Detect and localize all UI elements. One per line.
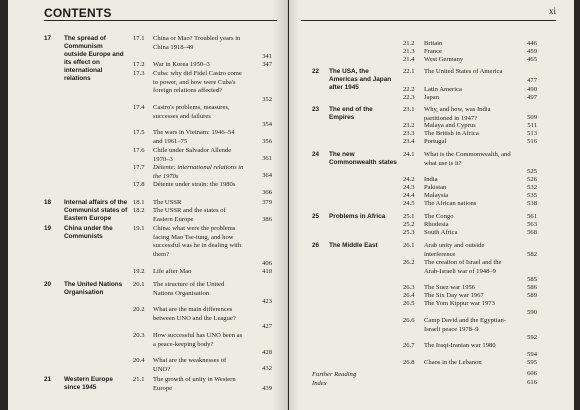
section-number: 20.3 [133, 332, 145, 339]
section-number: 17.5 [133, 129, 145, 136]
section-number: 23.4 [403, 138, 415, 145]
section-title: The structure of the United Nations Organisation [153, 281, 225, 297]
page-number: 439 [262, 385, 272, 392]
page-number: 561 [527, 213, 537, 220]
page-number: 595 [527, 359, 537, 366]
page-number: 354 [262, 121, 272, 128]
chapter-number: 20 [44, 281, 52, 288]
page-number: 589 [527, 292, 537, 299]
chapter-title: The spread of Communism outside Europe and its effect on international relations [64, 35, 124, 82]
section-title: The Suez war 1956 [424, 284, 476, 291]
section-number: 17.8 [133, 181, 145, 188]
section-title: China: what were the problems facing Mao Tse-tung, and how successful was he in dealing with them? [153, 225, 242, 258]
section-number: 26.7 [403, 342, 415, 349]
section-title: Malaya and Cyprus [424, 122, 476, 129]
section-title: The USSR [153, 199, 182, 206]
page-number: 582 [527, 251, 537, 258]
section-number: 17.2 [133, 61, 145, 68]
page-number: 516 [527, 138, 537, 145]
section-title: Chile under Salvador Allende 1970–3 [153, 147, 232, 163]
page-number: 379 [262, 199, 272, 206]
page-number: 366 [262, 189, 272, 196]
section-title: Britain [424, 40, 443, 47]
section-number: 21.2 [403, 40, 415, 47]
section-title: The Congo [424, 213, 454, 220]
section-number: 17.1 [133, 35, 145, 42]
page-number: 616 [527, 379, 537, 386]
section-number: 22.1 [403, 68, 415, 75]
section-title: The Six Day war 1967 [424, 292, 484, 299]
chapter-number: 17 [44, 35, 52, 42]
page-number: 509 [527, 114, 537, 121]
section-title: Life after Mao [153, 268, 192, 275]
chapter-title: The end of the Empires [329, 106, 373, 121]
page-number: 427 [262, 323, 272, 330]
section-number: 25.1 [403, 213, 415, 220]
section-title: Malaysia [424, 192, 449, 199]
section-title: The wars in Vietnam: 1946–54 and 1961–75 [153, 129, 235, 145]
section-number: 22.2 [403, 86, 415, 93]
section-title: China or Mao? Troubled years in China 1918–49 [153, 35, 241, 51]
chapter-number: 25 [312, 213, 320, 220]
section-number: 24.3 [403, 184, 415, 191]
page-number: 410 [262, 268, 272, 275]
section-number: 24.5 [403, 200, 415, 207]
page-number: 356 [262, 138, 272, 145]
page-number: 459 [527, 48, 537, 55]
page-number: 538 [527, 200, 537, 207]
section-title: What are the weaknesses of UNO? [153, 357, 227, 373]
running-head-page-number: xi [548, 6, 556, 16]
page-number: 590 [527, 309, 537, 316]
gutter-shadow [289, 0, 299, 410]
section-title: Détente under strain: the 1980s [153, 181, 236, 188]
page-number: 568 [527, 229, 537, 236]
section-number: 18.2 [133, 207, 145, 214]
page-number: 477 [527, 77, 537, 84]
section-number: 23.1 [403, 106, 415, 113]
section-number: 21.1 [133, 376, 145, 383]
section-title: How successful has UNO been as a peace-keeping body? [153, 332, 243, 348]
section-number: 17.6 [133, 147, 145, 154]
chapter-title: Internal affairs of the Communist states of Eastern Europe [64, 199, 128, 222]
page-number: 386 [262, 216, 272, 223]
section-title: Japan [424, 94, 440, 101]
chapter-title: The Middle East [329, 242, 378, 249]
chapter-number: 26 [312, 242, 320, 249]
header-rule [44, 20, 277, 21]
section-number: 22.3 [403, 94, 415, 101]
section-title: Cuba: why did Fidel Castro come to power, and how were Cuba's foreign relations affected? [153, 70, 242, 95]
page-number: 535 [527, 192, 537, 199]
chapter-title: Problems in Africa [329, 213, 386, 220]
header-rule [301, 20, 556, 21]
page-number: 423 [262, 298, 272, 305]
page-number: 446 [527, 40, 537, 47]
section-number: 26.4 [403, 292, 415, 299]
page-number: 513 [527, 130, 537, 137]
further-reading-title: Further Reading [312, 371, 357, 378]
page-number: 526 [527, 176, 537, 183]
section-title: The growth of unity in Western Europe [153, 376, 236, 392]
page-number: 497 [527, 94, 537, 101]
section-number: 24.1 [403, 151, 415, 158]
section-number: 17.4 [133, 104, 145, 111]
page-number: 364 [262, 172, 272, 179]
section-title: The creation of Israel and the Arab-Israeli war of 1948–9 [424, 259, 502, 275]
page-number: 525 [527, 168, 537, 175]
section-number: 18.1 [133, 199, 145, 206]
section-title: What are the main differences between UNO and the League? [153, 306, 236, 322]
page-number: 585 [527, 276, 537, 283]
section-number: 26.8 [403, 359, 415, 366]
section-number: 24.4 [403, 192, 415, 199]
section-title: West Germany [424, 56, 464, 63]
chapter-title: The USA, the Americas and Japan after 1945 [329, 68, 392, 91]
section-title: Rhodesia [424, 221, 449, 228]
section-number: 21.4 [403, 56, 415, 63]
gutter-shadow [273, 0, 287, 410]
page-number: 428 [262, 349, 272, 356]
page-number: 511 [527, 122, 537, 129]
section-number: 26.6 [403, 317, 415, 324]
section-title: Latin America [424, 86, 462, 93]
section-number: 23.3 [403, 130, 415, 137]
left-page [8, 0, 288, 410]
section-title: The United States of America [424, 68, 503, 75]
page-number: 592 [527, 334, 537, 341]
section-title: Portugal [424, 138, 447, 145]
page-number: 352 [262, 96, 272, 103]
section-number: 20.2 [133, 306, 145, 313]
section-number: 26.3 [403, 284, 415, 291]
page-number: 465 [527, 56, 537, 63]
chapter-title: The new Commonwealth states [329, 151, 397, 166]
running-head-contents: CONTENTS [44, 6, 112, 20]
page-number: 606 [527, 370, 537, 377]
section-number: 20.1 [133, 281, 145, 288]
chapter-title: China under the Communists [64, 225, 113, 240]
page-number: 586 [527, 284, 537, 291]
page-number: 594 [527, 351, 537, 358]
section-number: 25.3 [403, 229, 415, 236]
page-number: 490 [527, 86, 537, 93]
section-title: Arab unity and outside interference [424, 242, 485, 258]
section-number: 19.1 [133, 225, 145, 232]
chapter-title: The United Nations Organisation [64, 281, 123, 296]
section-number: 17.7 [133, 164, 145, 171]
section-title: The Iraqi-Iranian war 1980 [424, 342, 496, 349]
right-page [289, 0, 574, 410]
section-number: 26.2 [403, 259, 415, 266]
chapter-number: 21 [44, 376, 52, 383]
section-title: The USSR and the states of Eastern Europe [153, 207, 226, 223]
section-title: What is the Commonwealth, and what use is it? [424, 151, 511, 167]
page-number: 406 [262, 260, 272, 267]
section-number: 23.2 [403, 122, 415, 129]
section-title: Chaos in the Lebanon [424, 359, 482, 366]
page-number: 347 [262, 61, 272, 68]
section-title: War in Korea 1950–3 [153, 61, 210, 68]
section-title: Castro's problems, measures, successes and failures [153, 104, 230, 120]
section-number: 26.5 [403, 300, 415, 307]
section-title: India [424, 176, 438, 183]
section-title: Why, and how, was India partitioned in 1947? [424, 106, 491, 122]
section-title: Camp David and the Egyptian-Israeli peace 1978–9 [424, 317, 507, 333]
section-number: 25.2 [403, 221, 415, 228]
section-number: 20.4 [133, 357, 145, 364]
section-number: 19.2 [133, 268, 145, 275]
chapter-number: 18 [44, 199, 52, 206]
page-number: 563 [527, 221, 537, 228]
section-title: Détente: international relations in the 1970s [153, 164, 244, 180]
section-title: The British in Africa [424, 130, 479, 137]
section-title: The Yom Kippur war 1973 [424, 300, 495, 307]
chapter-number: 24 [312, 151, 320, 158]
chapter-number: 19 [44, 225, 52, 232]
page-number: 341 [262, 53, 272, 60]
page-number: 432 [262, 365, 272, 372]
section-title: The African nations [424, 200, 477, 207]
chapter-title: Western Europe since 1945 [64, 376, 113, 391]
section-title: France [424, 48, 442, 55]
section-number: 26.1 [403, 242, 415, 249]
section-title: Pakistan [424, 184, 447, 191]
page-number: 532 [527, 184, 537, 191]
section-number: 24.2 [403, 176, 415, 183]
index-title: Index [312, 380, 327, 387]
section-title: South Africa [424, 229, 458, 236]
chapter-number: 22 [312, 68, 320, 75]
section-number: 21.3 [403, 48, 415, 55]
page-number: 361 [262, 155, 272, 162]
chapter-number: 23 [312, 106, 320, 113]
section-number: 17.3 [133, 70, 145, 77]
